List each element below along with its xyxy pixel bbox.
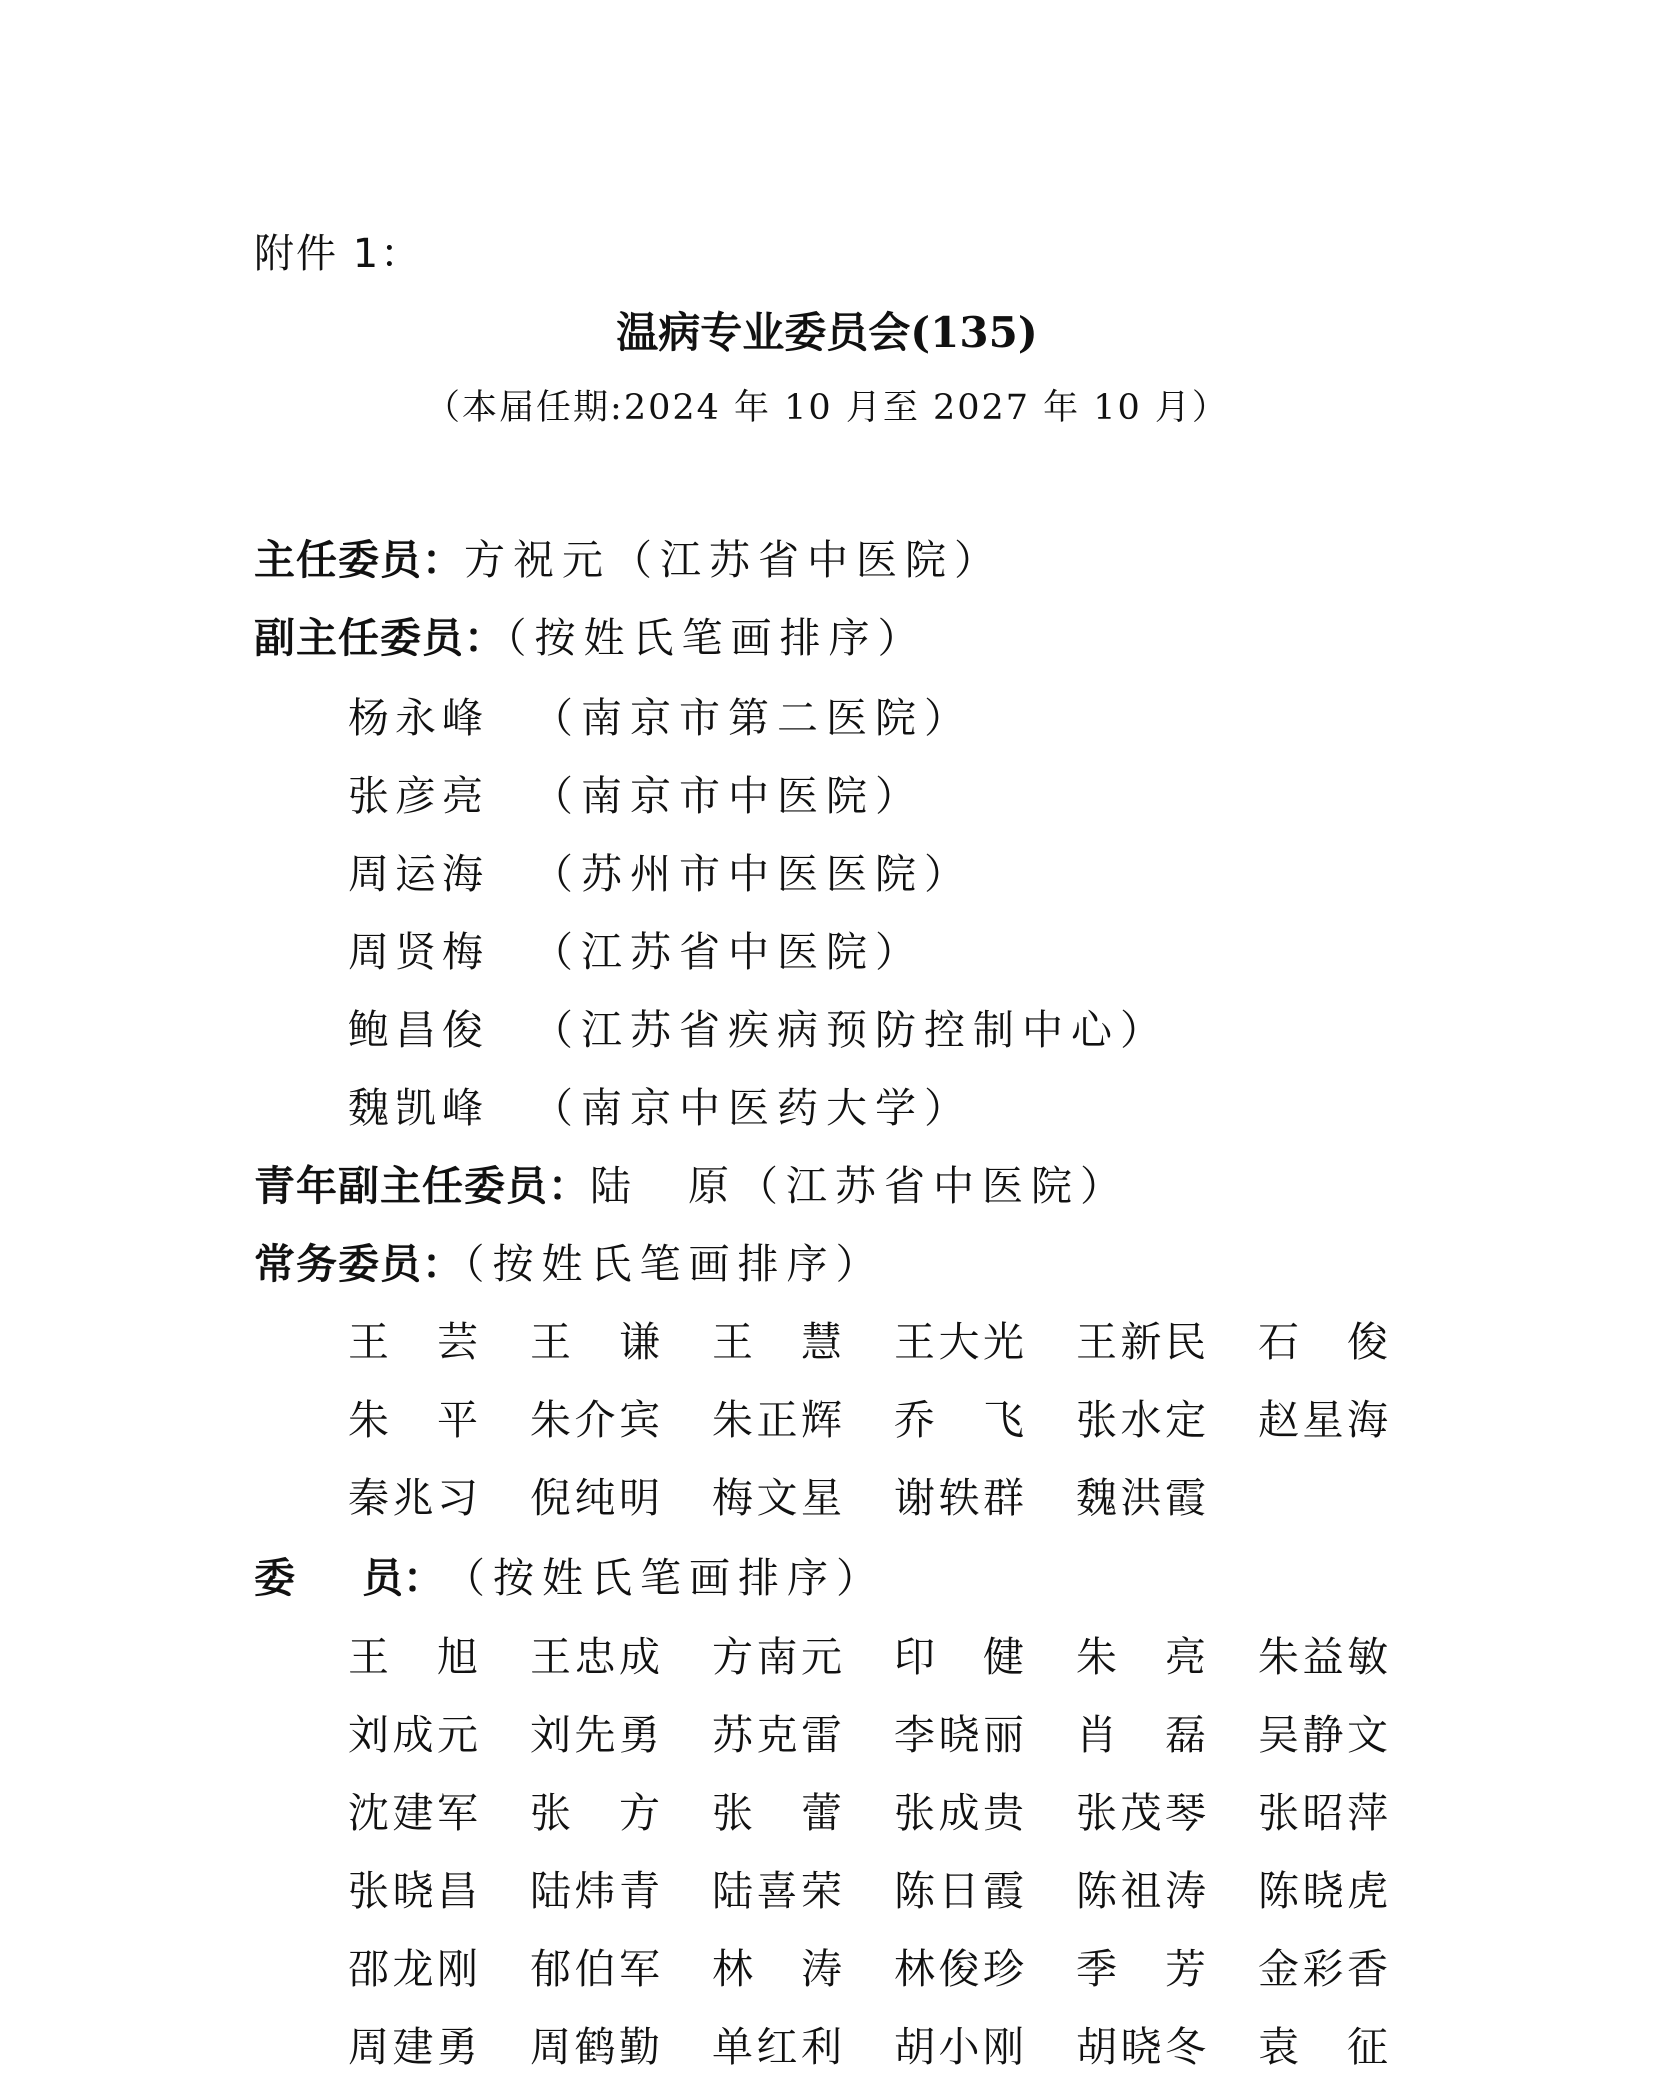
vice-chairs-note: （按姓氏笔画排序） [506,614,927,662]
member-name: 张 茂 琴 [1076,1789,1206,1837]
member-name: 乔 飞 [894,1396,1024,1444]
youth-vice-chair-line [254,1156,1129,1216]
member-name: 赵 星 海 [1258,1396,1388,1444]
member-name: 张 方 [530,1789,660,1837]
chair-value: 方祝元（江苏省中医院） [464,536,1003,584]
vice-chairs-heading [254,608,927,668]
attachment-label: 附件 1： [254,231,423,277]
chair-label: 主任委员： [254,536,464,584]
member-name: 朱 介 宾 [530,1396,660,1444]
member-name: 单 红 利 [712,2023,842,2071]
member-name: 陆 炜 青 [530,1867,660,1915]
standing-members-heading [254,1234,885,1294]
member-name: 王 忠 成 [530,1633,660,1681]
member-name: 胡 小 刚 [894,2023,1024,2071]
members-note: （按姓氏笔画排序） [444,1554,885,1602]
member-name: 金 彩 香 [1258,1945,1388,1993]
vice-chair-row [348,844,973,904]
vice-chair-name: 周运海 [348,850,489,898]
member-name: 胡 晓 冬 [1076,2023,1206,2071]
member-name: 张 水 定 [1076,1396,1206,1444]
vice-chair-row [348,766,924,826]
youth-vice-chair-value: 陆 原（江苏省中医院） [590,1162,1129,1210]
member-name: 林 涛 [712,1945,842,1993]
committee-title: 温病专业委员会(135) [616,308,1038,357]
member-name: 谢 轶 群 [894,1474,1024,1522]
member-name: 石 俊 [1258,1318,1388,1366]
vice-chairs-label: 副主任委员： [254,614,506,662]
standing-members-note: （按姓氏笔画排序） [464,1240,885,1288]
chair-line [254,530,1003,590]
member-name: 吴 静 文 [1258,1711,1388,1759]
vice-chair-org: （江苏省疾病预防控制中心） [532,1006,1169,1054]
member-name: 朱 平 [348,1396,478,1444]
member-name: 朱 益 敏 [1258,1633,1388,1681]
member-name: 王 旭 [348,1633,478,1681]
vice-chair-row [348,922,924,982]
member-name: 印 健 [894,1633,1024,1681]
member-name: 周 建 勇 [348,2023,478,2071]
member-name: 张 昭 萍 [1258,1789,1388,1837]
member-name: 周 鹤 勤 [530,2023,660,2071]
member-name: 李 晓 丽 [894,1711,1024,1759]
vice-chair-row [348,1078,973,1138]
member-name: 郁 伯 军 [530,1945,660,1993]
vice-chair-name: 杨永峰 [348,694,489,742]
member-name: 张 成 贵 [894,1789,1024,1837]
member-name: 陈 晓 虎 [1258,1867,1388,1915]
vice-chair-org: （苏州市中医医院） [532,850,973,898]
vice-chair-name: 周贤梅 [348,928,489,976]
vice-chair-org: （南京市第二医院） [532,694,973,742]
member-name: 秦 兆 习 [348,1474,478,1522]
member-name: 陈 祖 涛 [1076,1867,1206,1915]
member-name: 王 大 光 [894,1318,1024,1366]
member-name: 邵 龙 刚 [348,1945,478,1993]
standing-members-label: 常务委员： [254,1240,464,1288]
member-name: 沈 建 军 [348,1789,478,1837]
members-label-part1: 委 [254,1554,295,1602]
member-name: 朱 亮 [1076,1633,1206,1681]
member-name: 陈 日 霞 [894,1867,1024,1915]
member-name: 王 新 民 [1076,1318,1206,1366]
member-name: 肖 磊 [1076,1711,1206,1759]
term-period: （本届任期:2024 年 10 月至 2027 年 10 月） [425,388,1229,428]
member-name: 王 谦 [530,1318,660,1366]
vice-chair-name: 鲍昌俊 [348,1006,489,1054]
vice-chair-row [348,1000,1169,1060]
member-name: 季 芳 [1076,1945,1206,1993]
member-name: 方 南 元 [712,1633,842,1681]
member-name: 林 俊 珍 [894,1945,1024,1993]
vice-chair-name: 张彦亮 [348,772,489,820]
member-name: 朱 正 辉 [712,1396,842,1444]
member-name: 王 慧 [712,1318,842,1366]
member-name: 袁 征 [1258,2023,1388,2071]
members-label [254,1548,444,1608]
vice-chair-org: （南京中医药大学） [532,1084,973,1132]
member-name: 张 蕾 [712,1789,842,1837]
members-heading [254,1548,885,1608]
member-name: 刘 先 勇 [530,1711,660,1759]
member-name: 梅 文 星 [712,1474,842,1522]
vice-chair-row [348,688,973,748]
member-name: 张 晓 昌 [348,1867,478,1915]
member-name: 陆 喜 荣 [712,1867,842,1915]
youth-vice-chair-label: 青年副主任委员： [254,1162,590,1210]
vice-chair-org: （南京市中医院） [532,772,924,820]
member-name: 魏 洪 霞 [1076,1474,1206,1522]
member-name: 刘 成 元 [348,1711,478,1759]
vice-chair-org: （江苏省中医院） [532,928,924,976]
member-name: 王 芸 [348,1318,478,1366]
members-label-part2: 员： [362,1554,444,1602]
member-name: 苏 克 雷 [712,1711,842,1759]
member-name: 倪 纯 明 [530,1474,660,1522]
vice-chair-name: 魏凯峰 [348,1084,489,1132]
